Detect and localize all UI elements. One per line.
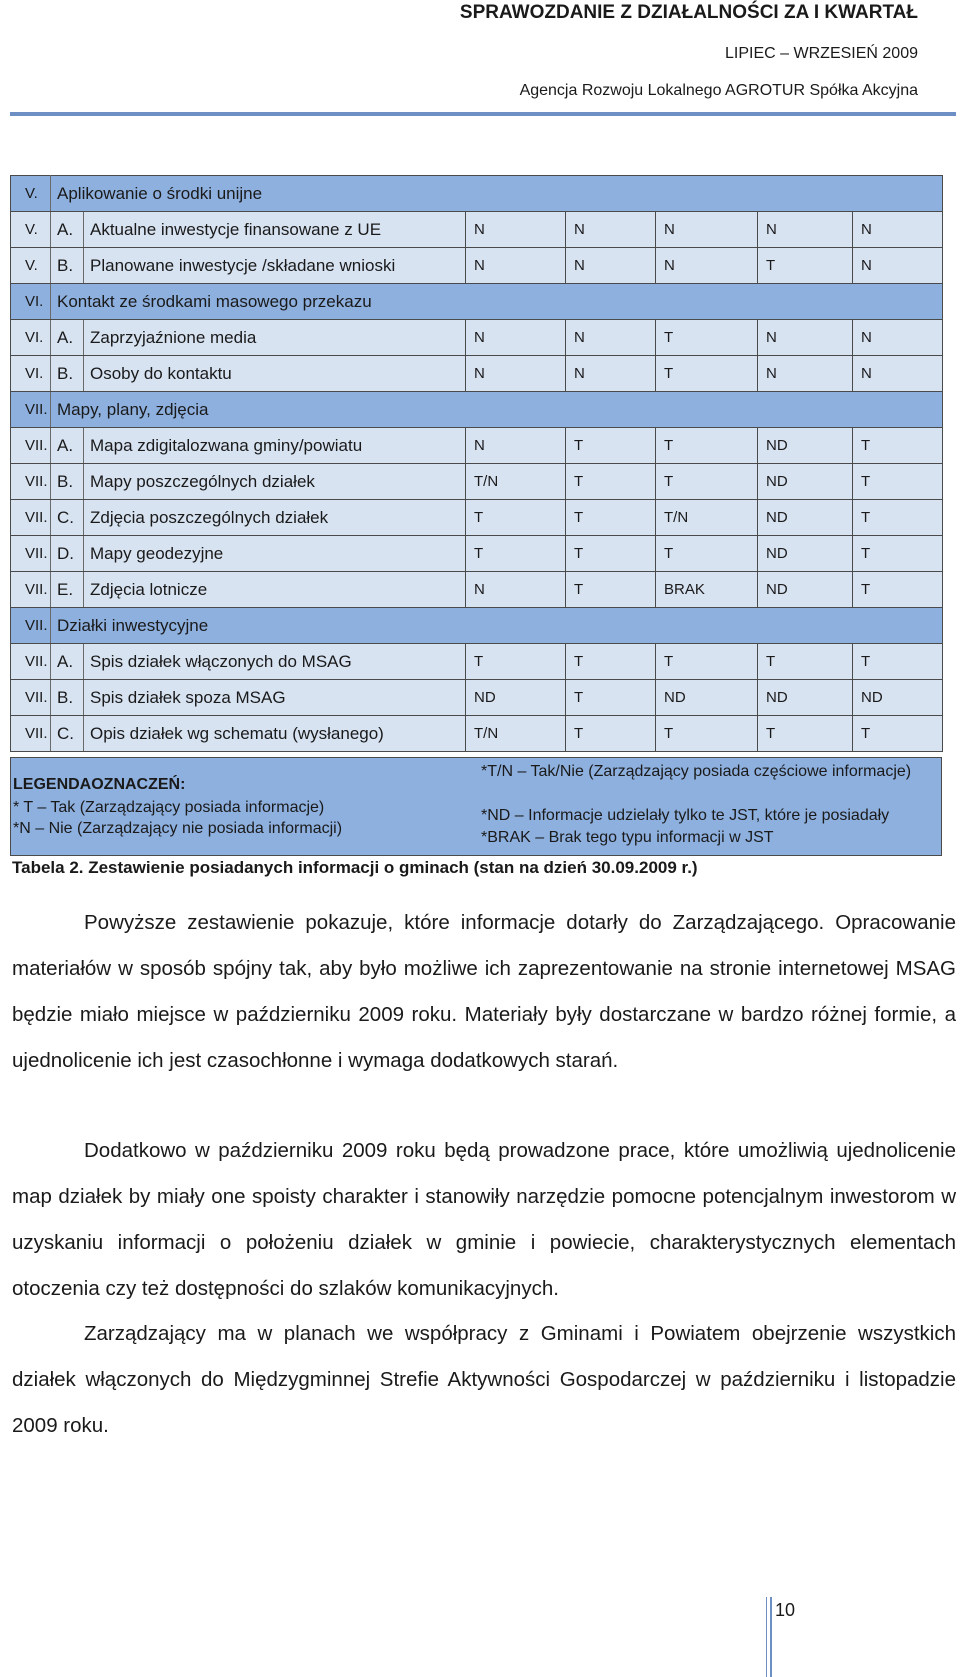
value-cell: T (566, 572, 656, 608)
row-label: Planowane inwestycje /składane wnioski (84, 248, 466, 284)
value-cell: N (853, 212, 943, 248)
value-cell: T (758, 644, 853, 680)
row-label: Spis działek spoza MSAG (84, 680, 466, 716)
legend-item: *ND – Informacje udzielały tylko te JST, które je posiadały (481, 807, 890, 824)
section-row (11, 284, 943, 320)
info-table-body (11, 176, 943, 752)
value-cell: T (566, 716, 656, 752)
value-cell: N (566, 356, 656, 392)
value-cell: T (656, 536, 758, 572)
value-cell: T (566, 536, 656, 572)
value-cell: T (566, 500, 656, 536)
row-letter: B. (51, 248, 84, 284)
value-cell: N (853, 248, 943, 284)
value-cell: T (853, 500, 943, 536)
legend (10, 757, 942, 856)
row-letter: D. (51, 536, 84, 572)
value-cell: T (566, 428, 656, 464)
value-cell: T (466, 536, 566, 572)
report-period: LIPIEC – WRZESIEŃ 2009 (725, 45, 918, 62)
value-cell: N (466, 248, 566, 284)
table-row (11, 464, 943, 500)
row-letter: B. (51, 464, 84, 500)
row-number: VII. (11, 536, 51, 572)
page-number-rule (766, 1597, 767, 1677)
value-cell: T/N (656, 500, 758, 536)
page-number: 10 (775, 1600, 796, 1620)
row-number: VII. (11, 644, 51, 680)
value-cell: BRAK (656, 572, 758, 608)
page-number-rule (770, 1597, 772, 1677)
value-cell: T/N (466, 716, 566, 752)
row-label: Spis działek włączonych do MSAG (84, 644, 466, 680)
value-cell: T (853, 536, 943, 572)
value-cell: N (466, 356, 566, 392)
row-number: VII. (11, 608, 51, 644)
value-cell: T (758, 248, 853, 284)
row-number: VII. (11, 464, 51, 500)
value-cell: ND (758, 500, 853, 536)
value-cell: N (466, 428, 566, 464)
row-number: VII. (11, 572, 51, 608)
value-cell: T (853, 464, 943, 500)
header-divider (10, 112, 956, 116)
value-cell: N (566, 212, 656, 248)
section-label: Działki inwestycyjne (51, 608, 943, 644)
row-letter: A. (51, 428, 84, 464)
legend-item: * T – Tak (Zarządzający posiada informacje) (13, 799, 325, 816)
paragraph: Powyższe zestawienie pokazuje, które informacje dotarły do Zarządzającego. Opracowanie materiałów w sposób spójny tak, aby było możliwe ich zaprezentowanie na stronie internetowej MSAG będzie miało miejsce w październiku 2009 roku. Materiały były dostarczane w bardzo różnej formie, a ujednolicenie ich jest czasochłonne i wymaga dodatkowych starań. (12, 911, 956, 1072)
row-label: Mapy poszczególnych działek (84, 464, 466, 500)
value-cell: T (566, 464, 656, 500)
value-cell: T (466, 644, 566, 680)
section-row (11, 392, 943, 428)
row-number: VI. (11, 356, 51, 392)
table-row (11, 536, 943, 572)
row-number: VII. (11, 392, 51, 428)
row-letter: C. (51, 500, 84, 536)
value-cell: ND (758, 680, 853, 716)
table-row (11, 320, 943, 356)
value-cell: T (566, 680, 656, 716)
row-label: Mapy geodezyjne (84, 536, 466, 572)
section-row (11, 608, 943, 644)
legend-item: *BRAK – Brak tego typu informacji w JST (481, 829, 774, 846)
value-cell: T (656, 716, 758, 752)
row-number: VI. (11, 284, 51, 320)
value-cell: T (853, 644, 943, 680)
table-caption: Tabela 2. Zestawienie posiadanych informacji o gminach (stan na dzień 30.09.2009 r.) (12, 858, 698, 877)
row-letter: E. (51, 572, 84, 608)
table-row (11, 248, 943, 284)
row-number: VII. (11, 716, 51, 752)
row-letter: A. (51, 212, 84, 248)
row-label: Osoby do kontaktu (84, 356, 466, 392)
legend-item: *T/N – Tak/Nie (Zarządzający posiada częściowe informacje) (481, 763, 912, 780)
value-cell: T (853, 428, 943, 464)
value-cell: N (466, 320, 566, 356)
row-letter: A. (51, 320, 84, 356)
value-cell: T (656, 356, 758, 392)
value-cell: ND (853, 680, 943, 716)
row-letter: A. (51, 644, 84, 680)
value-cell: ND (466, 680, 566, 716)
row-number: V. (11, 212, 51, 248)
section-label: Aplikowanie o środki unijne (51, 176, 943, 212)
value-cell: N (656, 212, 758, 248)
value-cell: T (656, 464, 758, 500)
value-cell: T (566, 644, 656, 680)
table-row (11, 572, 943, 608)
table-row (11, 212, 943, 248)
value-cell: N (853, 320, 943, 356)
table-row (11, 680, 943, 716)
table-row (11, 428, 943, 464)
row-number: V. (11, 176, 51, 212)
row-number: VII. (11, 428, 51, 464)
table-row (11, 716, 943, 752)
section-label: Kontakt ze środkami masowego przekazu (51, 284, 943, 320)
value-cell: N (566, 320, 656, 356)
value-cell: T (656, 428, 758, 464)
value-cell: N (466, 572, 566, 608)
value-cell: N (466, 212, 566, 248)
row-number: VI. (11, 320, 51, 356)
paragraph: Zarządzający ma w planach we współpracy z Gminami i Powiatem obejrzenie wszystkich działek włączonych do Międzygminnej Strefie Aktywności Gospodarczej w październiku i listopadzie 2009 roku. (12, 1322, 956, 1437)
company-name: Agencja Rozwoju Lokalnego AGROTUR Spółka Akcyjna (519, 82, 918, 99)
row-number: V. (11, 248, 51, 284)
info-table (10, 175, 943, 752)
value-cell: N (758, 212, 853, 248)
table-row (11, 644, 943, 680)
value-cell: ND (656, 680, 758, 716)
row-letter: B. (51, 680, 84, 716)
table-row (11, 356, 943, 392)
row-label: Zdjęcia lotnicze (84, 572, 466, 608)
value-cell: ND (758, 536, 853, 572)
value-cell: N (758, 356, 853, 392)
row-label: Zdjęcia poszczególnych działek (84, 500, 466, 536)
table-row (11, 500, 943, 536)
row-label: Zaprzyjaźnione media (84, 320, 466, 356)
value-cell: T (853, 716, 943, 752)
paragraph: Dodatkowo w październiku 2009 roku będą prowadzone prace, które umożliwią ujednolicenie map działek by miały one spoisty charakter i stanowiły narzędzie pomocne potencjalnym inwestorom w uzyskaniu informacji o położeniu działek w gminie i powiecie, charakterystycznych elementach otoczenia czy też dostępności do szlaków komunikacyjnych. (12, 1139, 956, 1300)
row-label: Aktualne inwestycje finansowane z UE (84, 212, 466, 248)
row-letter: B. (51, 356, 84, 392)
value-cell: N (566, 248, 656, 284)
section-label: Mapy, plany, zdjęcia (51, 392, 943, 428)
value-cell: T (853, 572, 943, 608)
value-cell: T (466, 500, 566, 536)
section-row (11, 176, 943, 212)
row-label: Opis działek wg schematu (wysłanego) (84, 716, 466, 752)
value-cell: ND (758, 464, 853, 500)
value-cell: N (656, 248, 758, 284)
row-number: VII. (11, 500, 51, 536)
value-cell: N (758, 320, 853, 356)
report-title: SPRAWOZDANIE Z DZIAŁALNOŚCI ZA I KWARTAŁ (459, 2, 918, 23)
value-cell: T (656, 644, 758, 680)
row-letter: C. (51, 716, 84, 752)
value-cell: T/N (466, 464, 566, 500)
value-cell: T (656, 320, 758, 356)
legend-item: *N – Nie (Zarządzający nie posiada informacji) (13, 820, 343, 837)
legend-title: LEGENDAOZNACZEŃ: (13, 776, 186, 793)
value-cell: T (758, 716, 853, 752)
row-label: Mapa zdigitalozwana gminy/powiatu (84, 428, 466, 464)
row-number: VII. (11, 680, 51, 716)
value-cell: N (853, 356, 943, 392)
value-cell: ND (758, 572, 853, 608)
value-cell: ND (758, 428, 853, 464)
